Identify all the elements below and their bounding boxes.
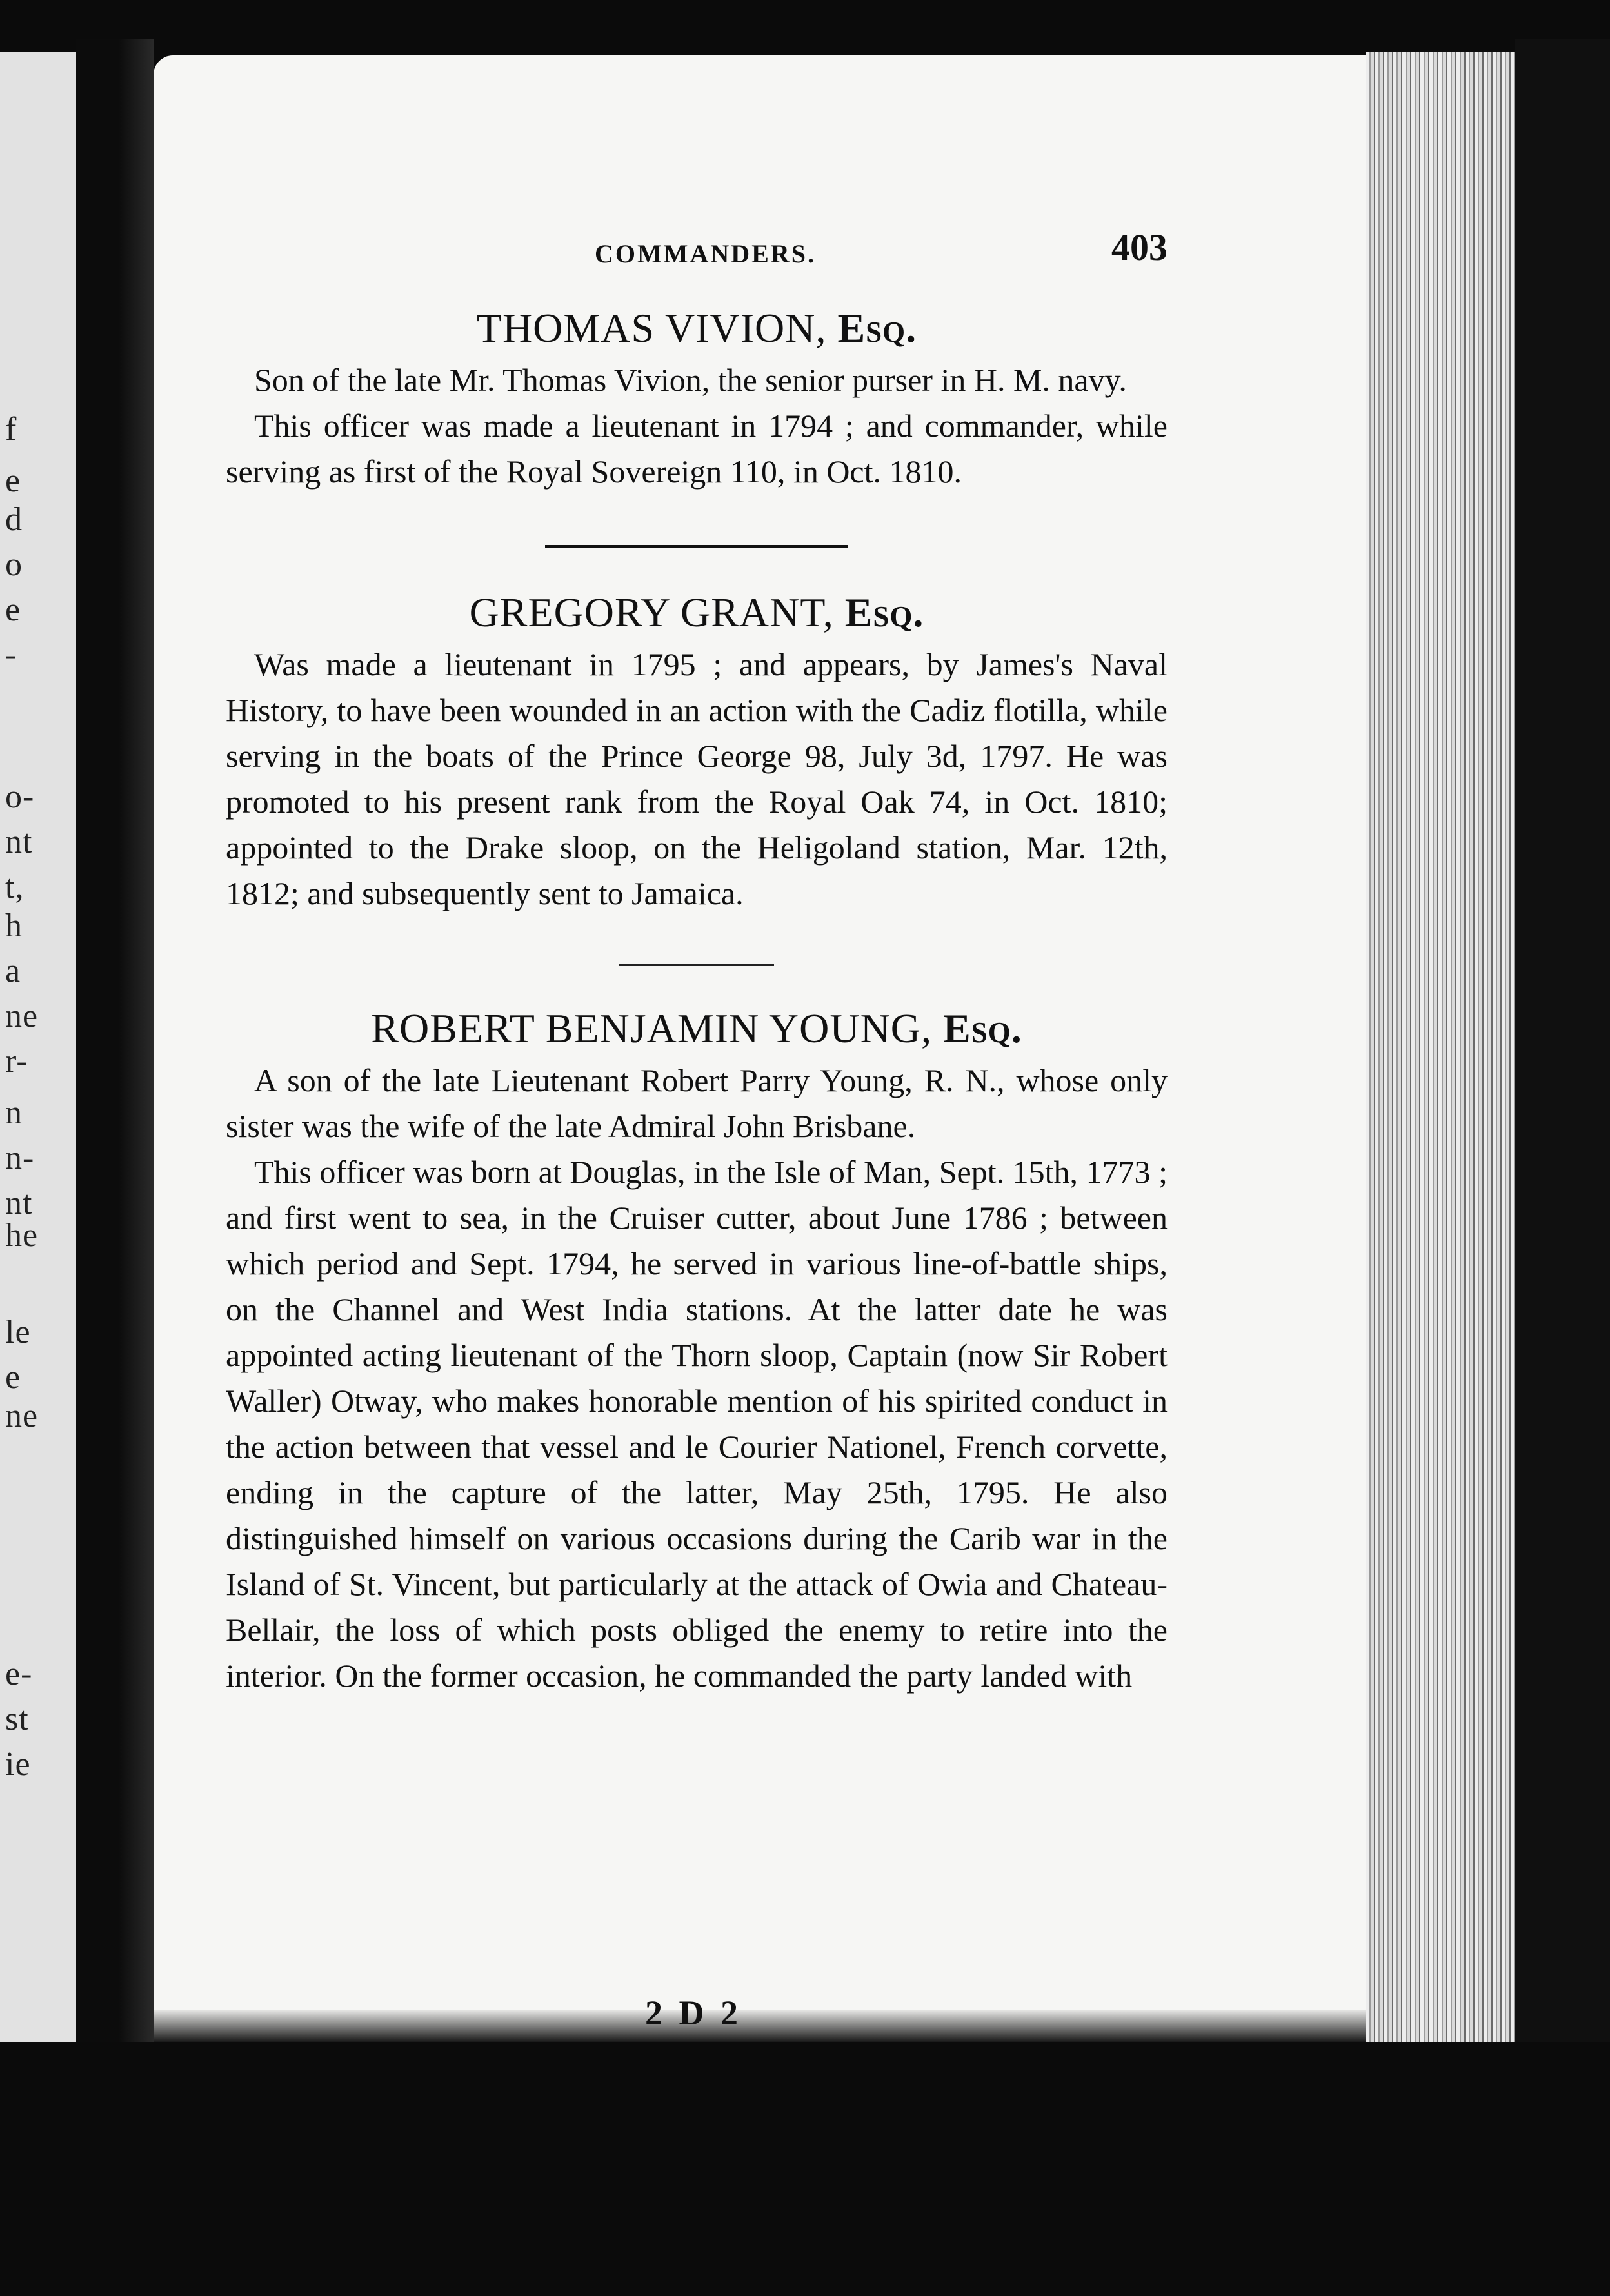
scan-shadow <box>1515 39 1610 2296</box>
margin-fragment: h <box>5 907 23 944</box>
page-content <box>226 213 1168 2032</box>
margin-fragment: t, <box>5 869 25 906</box>
book-gutter <box>76 39 154 2257</box>
page-number: 403 <box>1111 226 1168 268</box>
margin-fragment: he <box>5 1217 39 1254</box>
entry-suffix: Esq. <box>837 305 917 351</box>
facing-page-text-fragments <box>0 52 76 2257</box>
section-divider <box>545 545 848 548</box>
facing-page-edge <box>0 52 76 2257</box>
margin-fragment: le <box>5 1314 31 1351</box>
section-divider <box>619 964 774 966</box>
entry-name: THOMAS VIVION, <box>476 305 827 351</box>
margin-fragment: r- <box>5 1043 28 1080</box>
margin-fragment: n <box>5 1094 23 1131</box>
margin-fragment: a <box>5 953 21 989</box>
running-title: COMMANDERS. <box>595 239 816 268</box>
margin-fragment: e- <box>5 1656 33 1692</box>
signature-mark: 2 D 2 <box>645 1994 742 2032</box>
entry-paragraph: Son of the late Mr. Thomas Vivion, the senior purser in H. M. navy. <box>254 362 1127 398</box>
margin-fragment: e <box>5 1359 21 1396</box>
entry-heading-thomas-vivion <box>226 304 1168 352</box>
entry-heading-robert-benjamin-young <box>226 1005 1168 1053</box>
margin-fragment: ne <box>5 1398 39 1434</box>
margin-fragment: d <box>5 501 23 538</box>
running-head <box>226 213 1168 277</box>
margin-fragment: ie <box>5 1746 31 1783</box>
entry-paragraph: A son of the late Lieutenant Robert Parry Young, R. N., whose only sister was the wife of the late Admiral John Brisbane. <box>226 1062 1168 1144</box>
entry-suffix: Esq. <box>844 589 924 635</box>
entry-name: GREGORY GRANT, <box>469 589 834 635</box>
entry-paragraph: Was made a lieutenant in 1795 ; and appears, by James's Naval History, to have been wounded in an action with the Cadiz flotilla, while serving in the boats of the Prince George 98, July 3d, 1797. He was promoted to his present rank from the Royal Oak 74, in Oct. 1810; appointed to the Drake sloop, on the Heligoland station, Mar. 12th, 1812; and subsequently sent to Jamaica. <box>226 646 1168 911</box>
scan-shadow-bottom <box>0 2042 1610 2296</box>
entry-suffix: Esq. <box>943 1005 1022 1051</box>
margin-fragment: o- <box>5 778 35 815</box>
margin-fragment: - <box>5 637 17 673</box>
margin-fragment: f <box>5 411 17 448</box>
entry-heading-gregory-grant <box>226 589 1168 637</box>
entry-paragraph: This officer was born at Douglas, in the Isle of Man, Sept. 15th, 1773 ; and first went to sea, in the Cruiser cutter, about June 1786 ; between which period and Sept. 1794, he served in various line-of-battle ships, on the Channel and West India stations. At the latter date he was appointed acting lieutenant of the Thorn sloop, Captain (now Sir Robert Waller) Otway, who makes honorable mention of his spirited conduct in the action between that vessel and le Courier Nationel, French corvette, ending in the capture of the latter, May 25th, 1795. He also distinguished himself on various occasions during the Carib war in the Island of St. Vincent, but particularly at the attack of Owia and Chateau-Bellair, the loss of which posts obliged the enemy to retire into the interior. On the former occasion, he commanded the party landed with <box>226 1154 1168 1694</box>
page-stack-edge <box>1366 52 1515 2044</box>
margin-fragment: st <box>5 1701 29 1737</box>
page-bottom-edge <box>154 2010 1366 2042</box>
margin-fragment: e <box>5 591 21 628</box>
entry-name: ROBERT BENJAMIN YOUNG, <box>371 1005 933 1051</box>
margin-fragment: e <box>5 462 21 499</box>
margin-fragment: nt <box>5 824 33 860</box>
margin-fragment: o <box>5 546 23 583</box>
margin-fragment: nt <box>5 1185 33 1222</box>
entry-paragraph: This officer was made a lieutenant in 1794 ; and commander, while serving as first of the Royal Sovereign 110, in Oct. 1810. <box>226 408 1168 490</box>
margin-fragment: n- <box>5 1140 35 1176</box>
margin-fragment: ne <box>5 998 39 1034</box>
